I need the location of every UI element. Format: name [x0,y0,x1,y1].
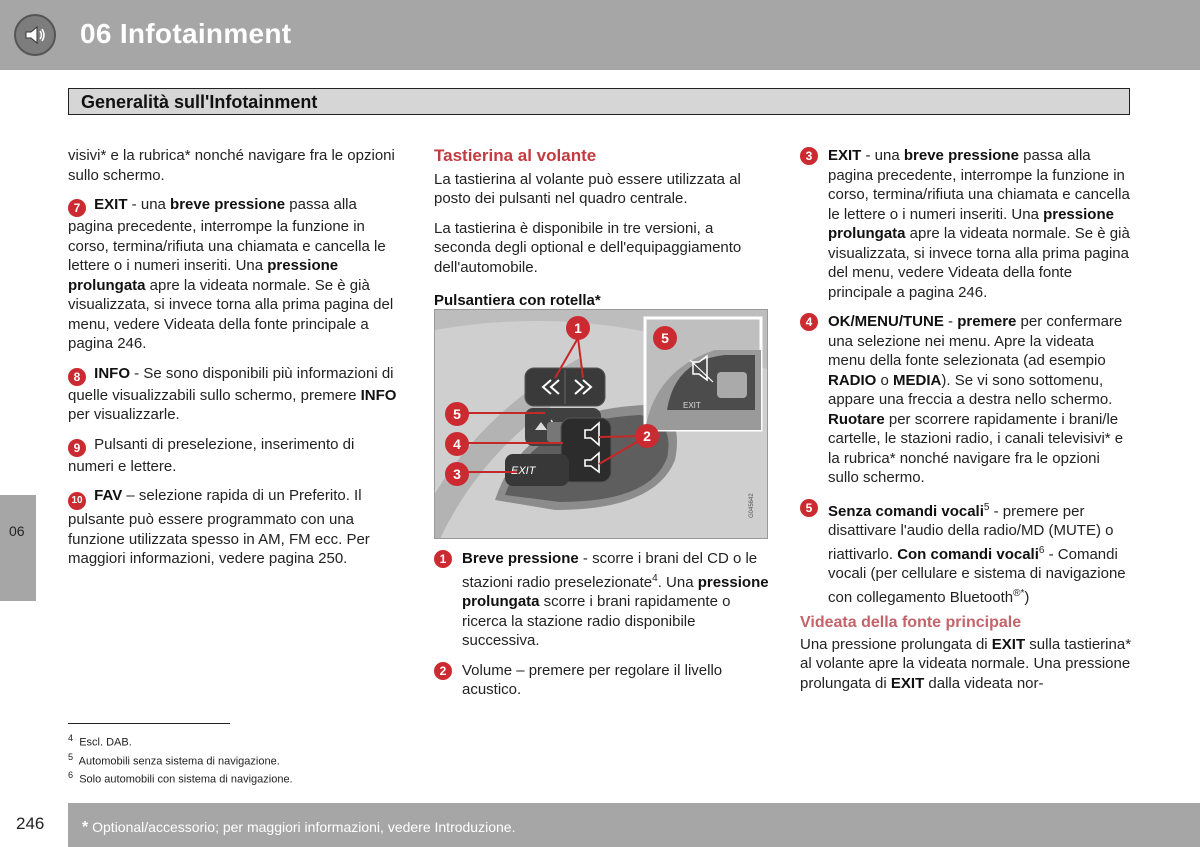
item-8: 8 INFO - Se sono disponibili più informazioni di quelle visualizzabili sullo schermo, premere INFO per visualizzarle. [68,364,397,423]
page-header [0,0,1200,70]
speaker-icon [14,14,56,56]
item-9: 9 Pulsanti di preselezione, inserimento di numeri e lettere. [68,435,355,475]
item-number-badge: 4 [800,313,818,331]
item-2: 2 Volume – premere per regolare il livello acustico. [434,661,770,700]
callout-5-inset [653,326,677,350]
subheading: Tastierina al volante [434,146,597,165]
svg-text:5: 5 [661,330,669,346]
column-2 [434,146,770,317]
item-1: 1 Breve pressione - scorre i brani del CD o le stazioni radio preselezionate$^4$. Una pressione prolungata scorre i brani rapidamente o ricerca la stazione radio disponibile successiva. [434,549,770,651]
callout-1 [566,316,590,340]
item-3: 3 EXIT - una breve pressione passa alla pagina precedente, interrompe la funzione in corso, termina/rifiuta una chiamata e cancella le lettere o i numeri inseriti. Una pressione prolungata apre la videata normale. Se è già visualizzata, si invece torna alla prima pagina del menu, vedere Videata della fonte principale a pagina 246. [800,146,1134,302]
callout-4 [445,432,469,456]
item-5: 5 Senza comandi vocali$^5$ - premere per disattivare l'audio della radio/MD (MUTE) o riattivarlo. Con comandi vocali$^6$ - Comandi vocali (per cellulare e sistema di navigazione con collegamento Bluetooth®*) [800,498,1134,608]
keypad-illustration [435,310,768,539]
svg-text:3: 3 [453,466,461,482]
footer-note: * Optional/accessorio; per maggiori informazioni, vedere Introduzione. [82,819,516,836]
svg-text:1: 1 [574,320,582,336]
paragraph: visivi* e la rubrica* nonché navigare fra le opzioni sullo schermo. [68,147,395,184]
figure-exit-label: EXIT [511,465,536,477]
column-1 [68,146,402,579]
svg-text:4: 4 [453,436,461,452]
section-bar [68,88,1130,115]
footnote: $^4$ Escl. DAB. [68,733,132,749]
item-number-badge: 2 [434,662,452,680]
item-number-badge: 8 [68,368,86,386]
page-footer [68,803,1200,847]
item-number-badge: 10 [68,492,86,510]
subheading: Videata della fonte principale [800,614,1022,631]
section-title: Generalità sull'Infotainment [81,92,318,112]
inset-exit-label: EXIT [683,401,701,410]
callout-5 [445,402,469,426]
item-number-badge: 9 [68,439,86,457]
item-number-badge: 3 [800,147,818,165]
figure-heading: Pulsantiera con rotella* [434,292,601,309]
item-7: 7 EXIT - una breve pressione passa alla pagina precedente, interrompe la funzione in corso, termina/rifiuta una chiamata e cancella le lettere o i numeri inseriti. Una pressione prolungata apre la videata normale. Se è già visualizzata, si invece torna alla prima pagina del menu, vedere Videata della fonte principale a pagina 246. [68,196,394,352]
item-4: 4 OK/MENU/TUNE - premere per confermare una selezione nei menu. Apre la videata menu della fonte selezionata (ad esempio RADIO o MEDIA). Se vi sono sottomenu, appare una freccia a destra nello schermo. Ruotare per scorrere rapidamente i brani/le cartelle, le stazioni radio, i canali televisivi* e la rubrica* nonché navigare fra le opzioni sullo schermo. [800,312,1134,488]
paragraph: La tastierina al volante può essere utilizzata al posto dei pulsanti nel quadro centrale. [434,170,741,207]
steering-wheel-keypad-figure [434,309,768,539]
paragraph: Una pressione prolungata di EXIT sulla tastierina* al volante apre la videata normale. Una pressione prolungata di EXIT dalla videata nor- [800,635,1132,692]
chapter-side-tab-label: 06 [9,523,25,539]
chapter-side-tab [0,495,36,601]
callout-2 [635,424,659,448]
column-2-items [434,549,770,710]
item-number-badge: 1 [434,550,452,568]
paragraph: La tastierina è disponibile in tre versioni, a seconda degli optional e dell'equipaggiamento dell'automobile. [434,219,742,276]
svg-text:5: 5 [453,406,461,422]
item-10: 10 FAV – selezione rapida di un Preferito. Il pulsante può essere programmato con una funzione utilizzata spesso in AM, FM ecc. Per maggiori informazioni, vedere pagina 250. [68,487,370,567]
item-number-badge: 5 [800,499,818,517]
item-number-badge: 7 [68,199,86,217]
footnote: $^6$ Solo automobili con sistema di navigazione. [68,770,293,786]
footnotes [68,731,293,787]
footnote: $^5$ Automobili senza sistema di navigazione. [68,751,280,768]
page-number: 246 [16,814,45,833]
column-3 [800,146,1134,703]
chapter-title: 06 Infotainment [80,18,292,49]
svg-text:2: 2 [643,428,651,444]
callout-3 [445,462,469,486]
footnote-divider [68,723,230,724]
figure-code: G045642 [749,493,755,518]
